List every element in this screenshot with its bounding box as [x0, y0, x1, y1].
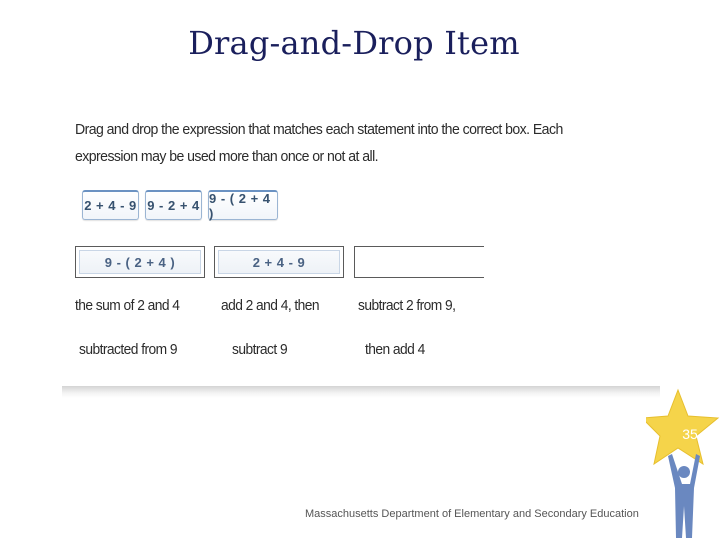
panel-shadow — [62, 386, 660, 398]
statement-3-line-1: subtract 2 from 9, — [358, 297, 456, 314]
page-number: 35 — [682, 426, 698, 442]
star-mascot-logo — [646, 388, 720, 540]
placed-expression-1[interactable]: 9 - ( 2 + 4 ) — [79, 250, 201, 274]
slide-title: Drag-and-Drop Item — [188, 24, 520, 62]
expression-chip-2[interactable]: 9 - 2 + 4 — [145, 190, 202, 220]
statement-1-line-1: the sum of 2 and 4 — [75, 297, 180, 314]
statement-2-line-2: subtract 9 — [232, 341, 288, 358]
statement-2-line-1: add 2 and 4, then — [221, 297, 320, 314]
expression-chip-1[interactable]: 2 + 4 - 9 — [82, 190, 139, 220]
answer-box-3[interactable] — [354, 246, 484, 278]
person-figure-icon — [668, 454, 700, 538]
answer-box-2[interactable] — [214, 246, 344, 278]
placed-expression-2[interactable]: 2 + 4 - 9 — [218, 250, 340, 274]
statement-1-line-2: subtracted from 9 — [79, 341, 178, 358]
footer-text: Massachusetts Department of Elementary and Secondary Education — [305, 508, 639, 520]
item-prompt: Drag and drop the expression that matches each statement into the correct box. Each expression may be used more than once or not at all. — [75, 121, 563, 165]
expression-chip-3[interactable]: 9 - ( 2 + 4 ) — [208, 190, 278, 220]
statement-3-line-2: then add 4 — [365, 341, 425, 358]
answer-box-1[interactable] — [75, 246, 205, 278]
